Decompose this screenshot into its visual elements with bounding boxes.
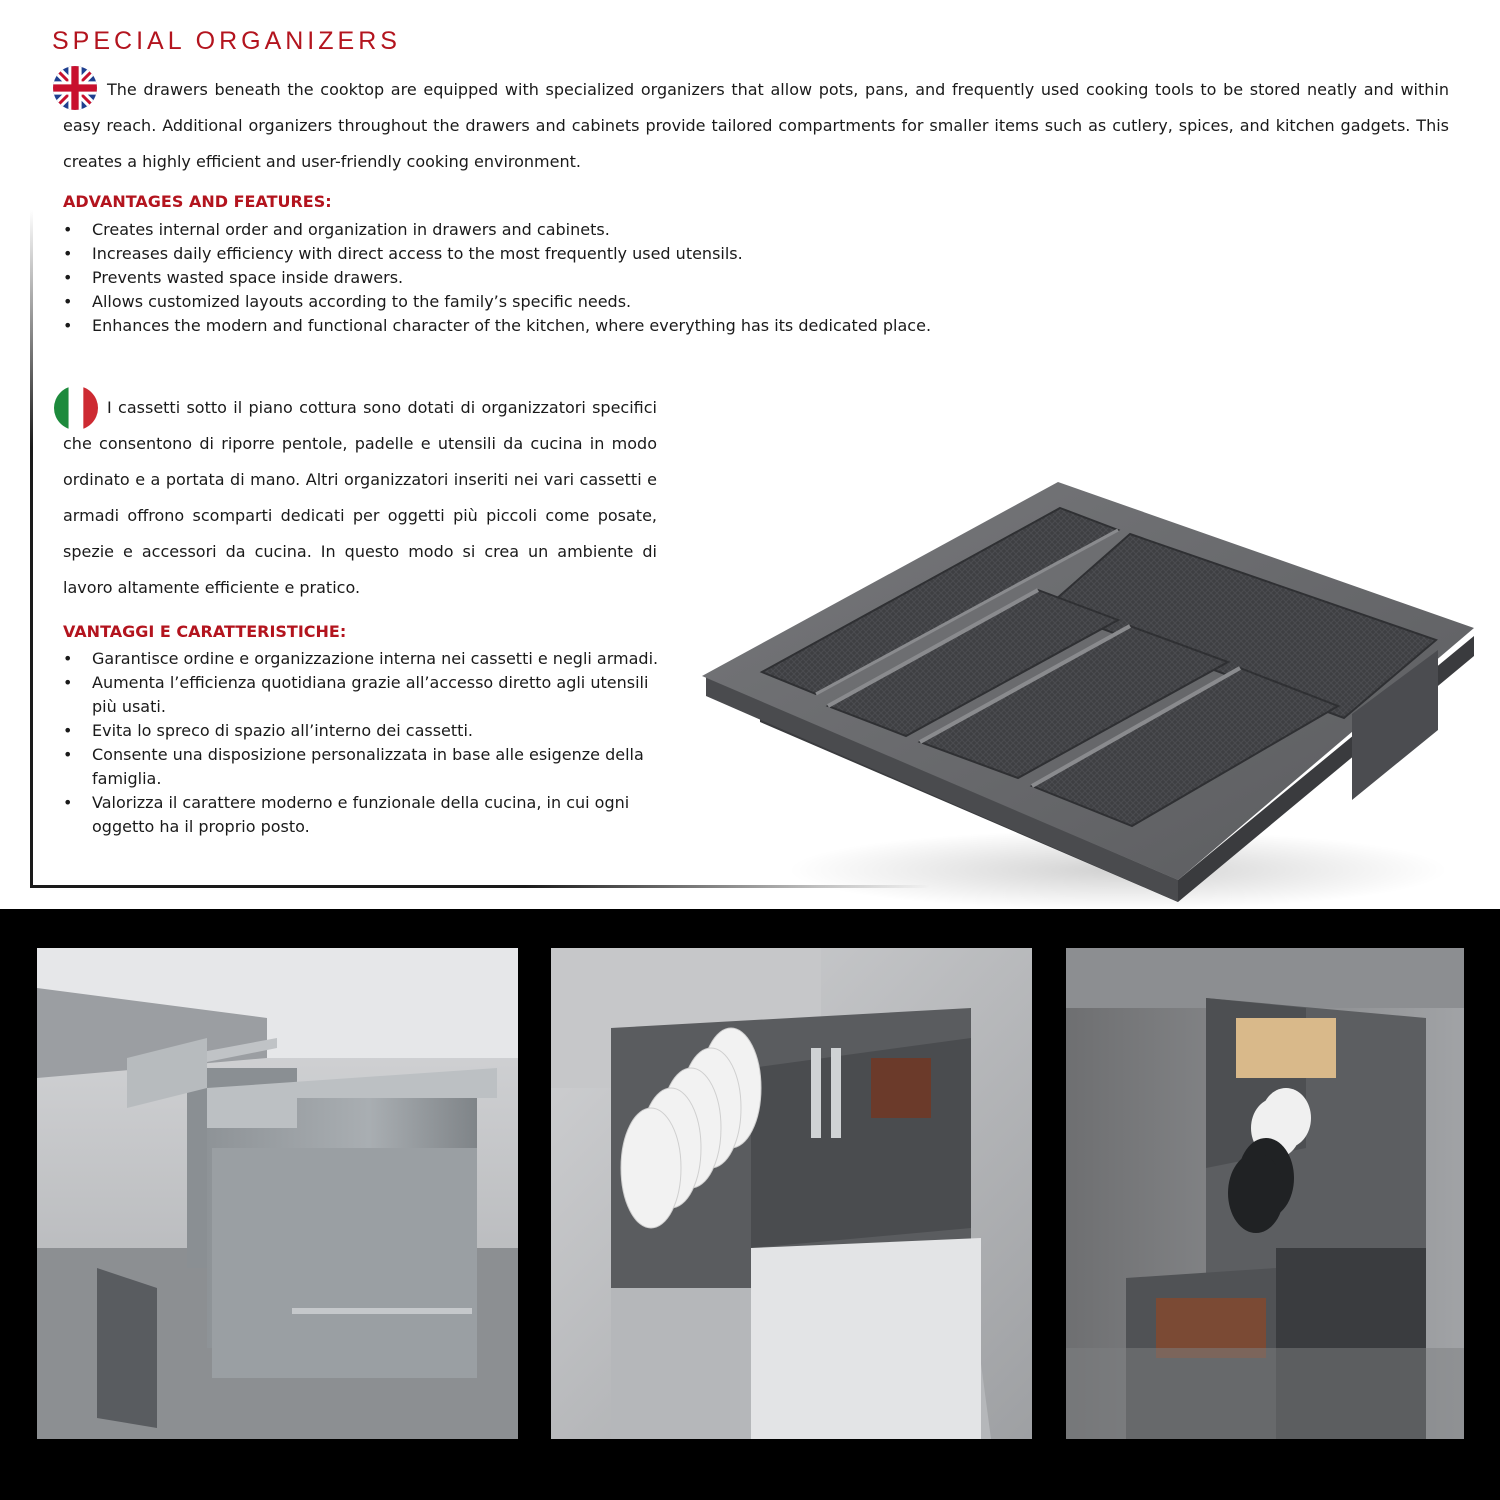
list-item: • Prevents wasted space inside drawers. [63, 266, 1063, 290]
list-item: • Evita lo spreco di spazio all’interno dei cassetti. [63, 719, 663, 743]
frame-left-line [30, 210, 33, 888]
list-item: • Creates internal order and organization in drawers and cabinets. [63, 218, 1063, 242]
advantages-list [63, 218, 1063, 338]
cutlery-tray-image [698, 470, 1478, 910]
list-item: • Garantisce ordine e organizzazione interna nei cassetti e negli armadi. [63, 647, 663, 671]
vantaggi-list [63, 647, 663, 839]
list-item: • Consente una disposizione personalizzata in base alle esigenze della famiglia. [63, 743, 663, 791]
list-item: • Aumenta l’efficienza quotidiana grazie all’accesso diretto agli utensili più usati. [63, 671, 663, 719]
list-item: • Enhances the modern and functional character of the kitchen, where everything has its dedicated place. [63, 314, 1063, 338]
list-item: • Valorizza il carattere moderno e funzionale della cucina, in cui ogni oggetto ha il proprio posto. [63, 791, 663, 839]
page-title: SPECIAL ORGANIZERS [52, 27, 401, 55]
advantages-heading: ADVANTAGES AND FEATURES: [63, 192, 332, 211]
pull-out-bin-photo [37, 948, 518, 1439]
vantaggi-heading: VANTAGGI E CARATTERISTICHE: [63, 622, 347, 641]
english-paragraph: The drawers beneath the cooktop are equipped with specialized organizers that allow pots, pans, and frequently used cooking tools to be stored neatly and within easy reach. Additional organizers throughout the drawers and cabinets provide tailored compartments for smaller items such as cutlery, spices, and kitchen gadgets. This creates a highly efficient and user-friendly cooking environment. [63, 80, 1449, 171]
list-item: • Allows customized layouts according to the family’s specific needs. [63, 290, 1063, 314]
list-item: • Increases daily efficiency with direct access to the most frequently used utensils. [63, 242, 1063, 266]
italian-paragraph: I cassetti sotto il piano cottura sono dotati di organizzatori specifici che consentono di riporre pentole, padelle e utensili da cucina in modo ordinato e a portata di mano. Altri organizzatori inseriti nei vari cassetti e armadi offrono scomparti dedicati per oggetti più piccoli come posate, spezie e accessori da cucina. In questo modo si crea un ambiente di lavoro altamente efficiente e pratico. [63, 398, 657, 597]
plate-drawer-photo [551, 948, 1032, 1439]
double-drawer-photo [1066, 948, 1464, 1439]
